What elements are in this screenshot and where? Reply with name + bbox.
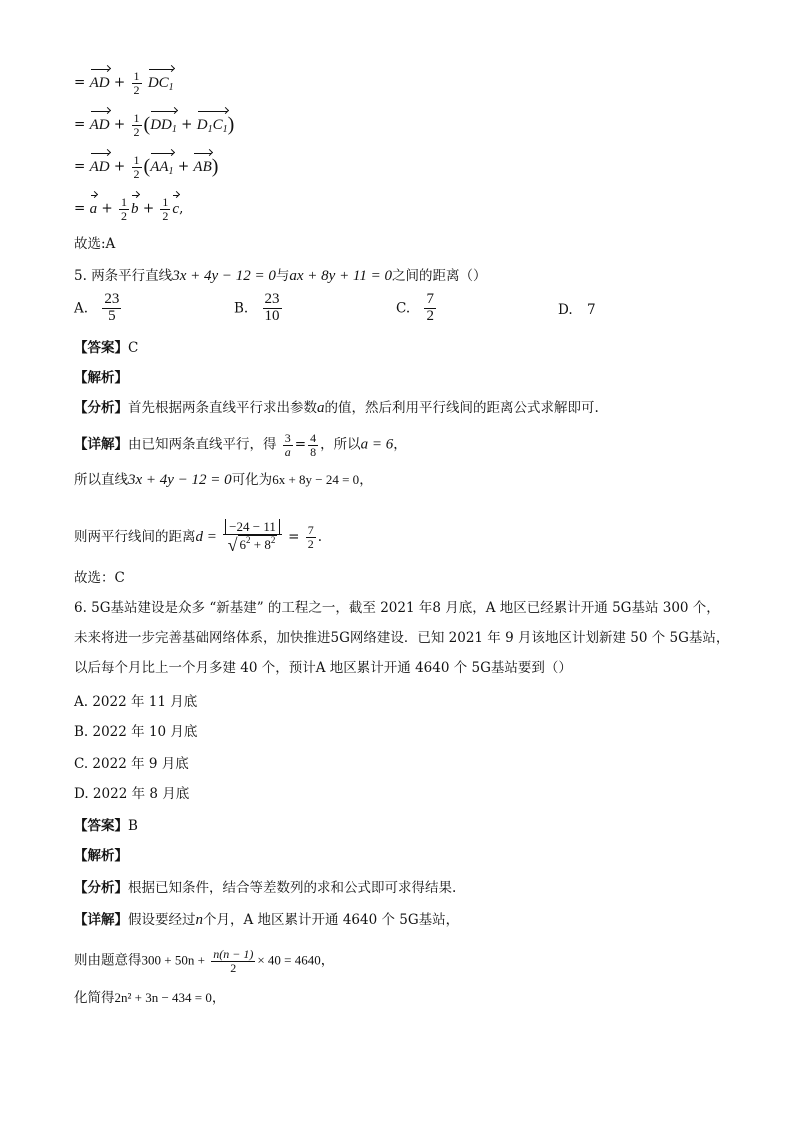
q6-stem-line-3: 以后每个月比上一个月多建 40 个，预计A 地区累计开通 4640 个 5G基站要到（） [74, 660, 572, 676]
q5-answer: 【答案】C [74, 340, 139, 356]
q6-option-d[interactable]: D. 2022 年 8 月底 [74, 786, 190, 802]
q5-xiangjie-1: 【详解】由已知两条直线平行，得 $\frac{3}{a}$ = $\frac{4}{8}$ ，所以a = 6， [74, 431, 407, 459]
q5-final-answer: 故选：C [74, 570, 125, 586]
q5-option-c[interactable]: C. $\frac{7}{2}$ [396, 291, 434, 324]
q5-xiangjie-3: 则两平行线间的距离d = $\frac{-24 - 11}{√ 6^2 + 8^2}$ = $\frac{7}{2}$ . [74, 519, 323, 555]
q6-option-a[interactable]: A. 2022 年 11 月底 [74, 694, 198, 710]
q5-xiangjie-2: 所以直线3x + 4y − 12 = 0可化为6x + 8y − 24 = 0， [74, 472, 373, 488]
vector-ad: AD [89, 74, 110, 91]
q5-analysis-tag: 【解析】 [74, 370, 128, 386]
q5-option-a[interactable]: A. $\frac{23}{5}$ [74, 291, 120, 324]
derivation-line-2: = AD + $\frac{1}{2}$ $(DD_1 + D_1C_1)$ [74, 111, 235, 139]
q6-xiangjie-3: 化简得2n² + 3n − 434 = 0， [74, 990, 226, 1006]
q4-final-answer: 故选:A [74, 236, 116, 252]
q6-answer: 【答案】B [74, 818, 138, 834]
q6-fenxi: 【分析】根据已知条件，结合等差数列的求和公式即可求得结果. [74, 880, 457, 896]
derivation-line-4: = a + $\frac{1}{2}$ b + $\frac{1}{2}$ c, [74, 195, 184, 223]
q6-xiangjie-2: 则由题意得300 + 50n + $\frac{n(n - 1)}{2}$ × 40 = 4640， [74, 947, 335, 975]
q6-option-c[interactable]: C. 2022 年 9 月底 [74, 756, 189, 772]
fraction-half: $\frac{1}{2}$ [133, 69, 140, 97]
q6-analysis-tag: 【解析】 [74, 848, 128, 864]
q5-stem: 5. 两条平行直线3x + 4y − 12 = 0与ax + 8y + 11 = 0之间的距离（） [74, 268, 487, 284]
derivation-line-1: = AD + $\frac{1}{2}$ $DC_1$ [74, 69, 174, 97]
q6-stem-line-1: 6. 5G基站建设是众多 “新基建” 的工程之一，截至 2021 年8 月底，A 地区已经累计开通 5G基站 300 个， [74, 600, 720, 616]
q5-fenxi: 【分析】首先根据两条直线平行求出参数a的值，然后利用平行线间的距离公式求解即可. [74, 400, 599, 416]
vector-dc1: $DC_1$ [148, 73, 174, 98]
q6-option-b[interactable]: B. 2022 年 10 月底 [74, 724, 198, 740]
q6-stem-line-2: 未来将进一步完善基础网络体系，加快推进5G网络建设．已知 2021 年 9 月该地区计划新建 50 个 5G基站， [74, 630, 730, 646]
q6-xiangjie-1: 【详解】假设要经过n个月，A 地区累计开通 4640 个 5G基站， [74, 912, 460, 928]
q5-option-b[interactable]: B. $\frac{23}{10}$ [234, 291, 280, 324]
derivation-line-3: = AD + $\frac{1}{2}$ $(AA_1 + AB)$ [74, 153, 219, 181]
q5-option-d[interactable]: D. 7 [558, 302, 596, 318]
